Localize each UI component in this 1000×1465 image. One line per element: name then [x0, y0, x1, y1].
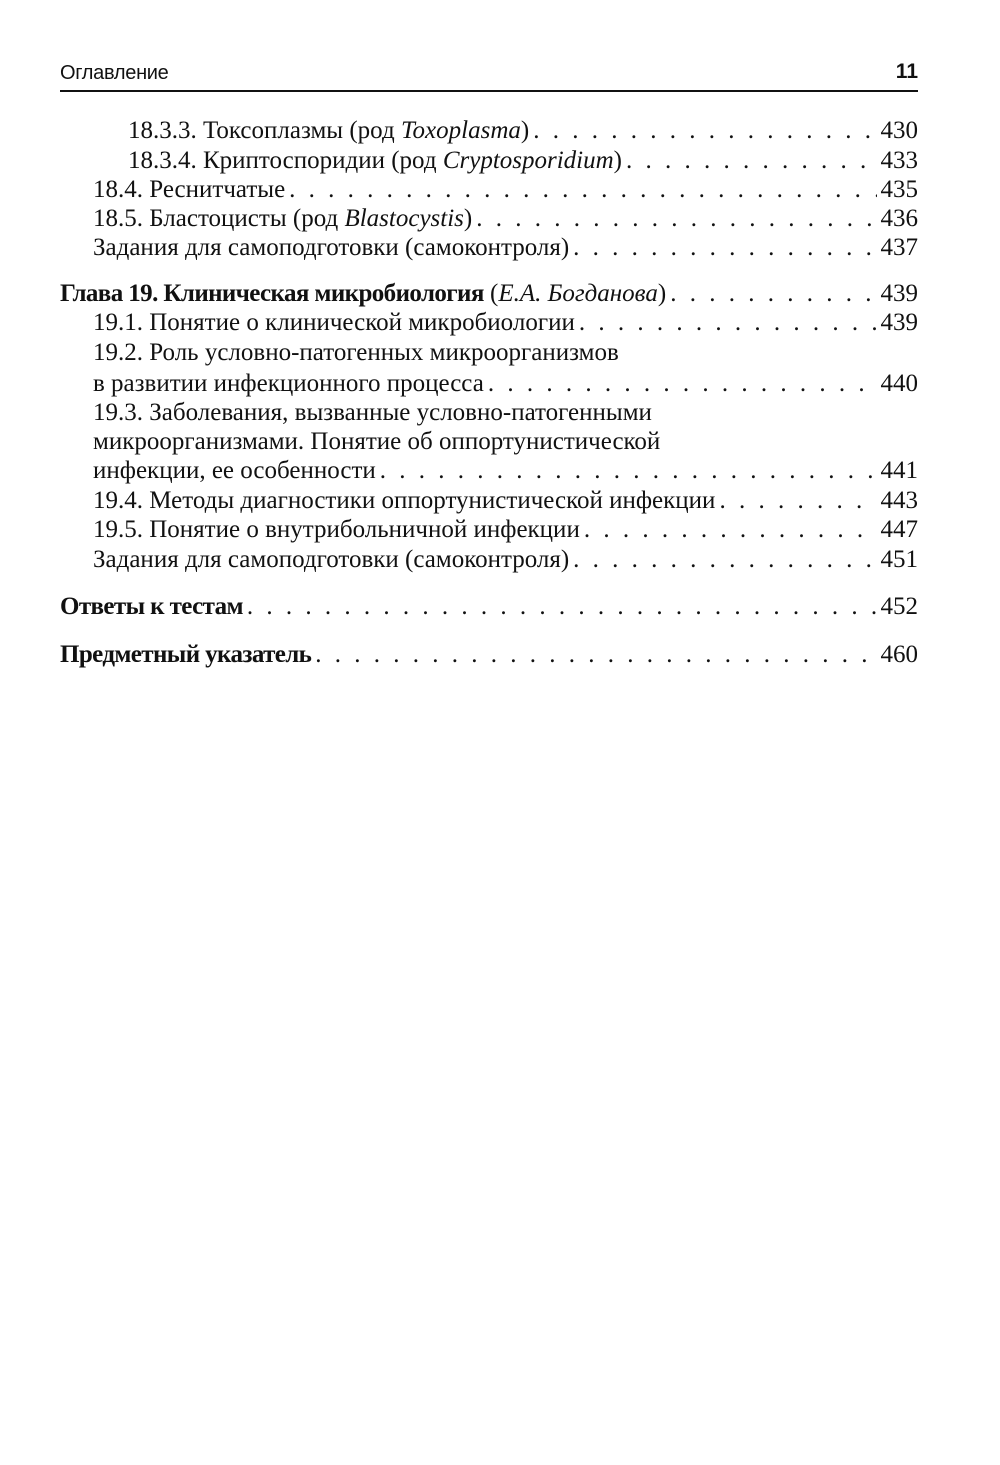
leader-dots — [476, 204, 876, 233]
toc-page-number: 437 — [880, 234, 918, 261]
page-number: 11 — [895, 60, 918, 83]
toc-entry-18-4 — [60, 175, 918, 204]
leader-dots — [573, 545, 876, 574]
toc-subject-index — [60, 640, 918, 669]
toc-entry-title: 19.5. Понятие о внутрибольничной инфекции — [93, 516, 580, 543]
toc-chapter-19 — [60, 279, 918, 308]
leader-dots — [579, 308, 877, 337]
toc-entry-title: 19.4. Методы диагностики оппортунистической инфекции — [93, 487, 716, 514]
toc-page-number: 439 — [880, 280, 918, 307]
toc-page-number: 452 — [880, 593, 918, 620]
leader-dots — [315, 640, 876, 669]
toc-page-number: 447 — [880, 516, 918, 543]
leader-dots — [533, 116, 876, 145]
toc-entry-19-2 — [60, 338, 918, 398]
toc-page-number: 439 — [880, 309, 918, 336]
running-header — [60, 56, 918, 92]
toc-entry-title-line: микроорганизмами. Понятие об оппортунистической — [93, 428, 661, 455]
toc-page-number: 440 — [880, 370, 918, 397]
toc-chapter-title: Глава 19. Клиническая микробиология (Е.А. Богданова) — [60, 280, 667, 307]
toc-entry-19-4 — [60, 486, 918, 515]
toc-page-number: 433 — [880, 147, 918, 174]
toc-entry-title-line: 19.3. Заболевания, вызванные условно-патогенными — [93, 399, 652, 426]
toc-entry-self-study-19 — [60, 545, 918, 574]
toc-entry-title: инфекции, ее особенности — [93, 457, 376, 484]
toc-entry-18-3-4 — [60, 146, 918, 175]
leader-dots — [488, 369, 877, 398]
toc-entry-19-3 — [60, 398, 918, 485]
toc-page-number: 435 — [880, 176, 918, 203]
leader-dots — [247, 592, 877, 621]
toc-entry-title: Задания для самоподготовки (самоконтроля) — [93, 234, 570, 261]
toc-entry-title-line: 19.2. Роль условно-патогенных микроорганизмов — [93, 339, 619, 366]
toc-entry-title: 19.1. Понятие о клинической микробиологии — [93, 309, 575, 336]
leader-dots — [719, 486, 876, 515]
toc-entry-title: в развитии инфекционного процесса — [93, 370, 484, 397]
toc-page-number: 443 — [880, 487, 918, 514]
leader-dots — [670, 279, 876, 308]
toc-section-title: Ответы к тестам — [60, 593, 243, 620]
leader-dots — [626, 146, 877, 175]
toc-page-number: 451 — [880, 546, 918, 573]
toc-page-number: 460 — [880, 641, 918, 668]
toc-entry-title: Задания для самоподготовки (самоконтроля) — [93, 546, 570, 573]
toc-page-number: 430 — [880, 117, 918, 144]
header-title: Оглавление — [60, 62, 169, 84]
toc-page-number: 441 — [880, 457, 918, 484]
toc-entry-self-study-18 — [60, 233, 918, 262]
toc-answers — [60, 592, 918, 621]
leader-dots — [289, 175, 876, 204]
toc-entry-18-3-3 — [60, 116, 918, 145]
leader-dots — [573, 233, 876, 262]
toc-entry-title: 18.5. Бластоцисты (род Blastocystis) — [93, 205, 473, 232]
leader-dots — [380, 456, 877, 485]
toc-entry-19-1 — [60, 308, 918, 337]
toc-entry-19-5 — [60, 515, 918, 544]
toc-section-title: Предметный указатель — [60, 641, 312, 668]
toc-entry-18-5 — [60, 204, 918, 233]
toc-entry-title: 18.4. Реснитчатые — [93, 176, 286, 203]
leader-dots — [584, 515, 877, 544]
toc-page-number: 436 — [880, 205, 918, 232]
toc-entry-title: 18.3.4. Криптоспоридии (род Cryptosporidium) — [128, 147, 622, 174]
toc-entry-title: 18.3.3. Токсоплазмы (род Toxoplasma) — [128, 117, 530, 144]
